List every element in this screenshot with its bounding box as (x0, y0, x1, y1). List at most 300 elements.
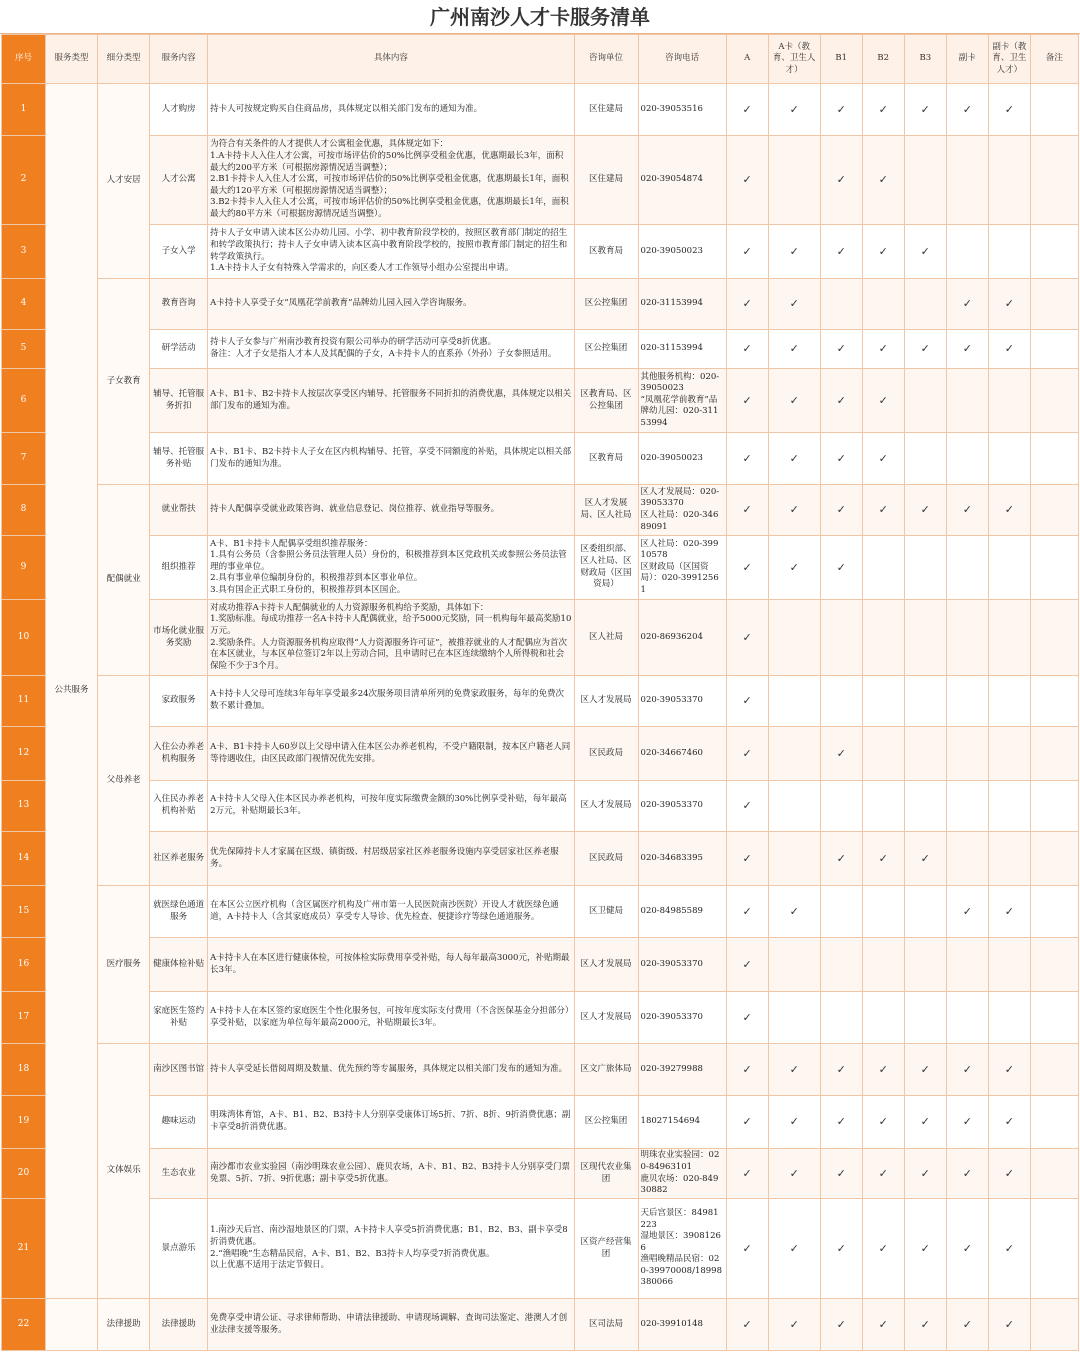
service-content: 人才购房 (150, 84, 208, 136)
check-mark: ✓ (904, 84, 946, 136)
check-mark: ✓ (862, 1149, 904, 1199)
consult-phone (638, 136, 726, 225)
detail-content (208, 369, 574, 433)
consult-phone (638, 433, 726, 485)
service-content: 教育咨询 (150, 279, 208, 330)
phone-line: 020-39050023 (640, 245, 703, 256)
check-mark: ✓ (768, 886, 820, 938)
check-mark: ✓ (862, 136, 904, 225)
service-content: 健康体检补贴 (150, 938, 208, 992)
check-mark (768, 992, 820, 1044)
consult-phone (638, 536, 726, 600)
phone-line: 湿地景区：39081266 (640, 1231, 721, 1253)
check-mark: ✓ (988, 886, 1030, 938)
table-row (2, 536, 1079, 600)
service-table (1, 34, 1079, 1351)
service-content: 组织推荐 (150, 536, 208, 600)
check-mark (988, 433, 1030, 485)
remarks-cell (1030, 369, 1078, 433)
detail-line: A卡持卡人享受子女“凤凰花学前教育”品牌幼儿园入园入学咨询服务。 (210, 298, 472, 309)
check-mark (768, 832, 820, 886)
check-mark: ✓ (726, 1299, 768, 1351)
check-mark (988, 225, 1030, 279)
detail-content (208, 1096, 574, 1149)
check-mark: ✓ (904, 1199, 946, 1299)
consult-phone (638, 1044, 726, 1096)
row-number: 14 (2, 832, 46, 886)
detail-line: 为符合有关条件的人才提供人才公寓租金优惠，具体规定如下： (210, 139, 449, 150)
check-mark: ✓ (726, 938, 768, 992)
phone-line: 020-34667460 (640, 747, 703, 758)
row-number: 1 (2, 84, 46, 136)
check-mark (768, 781, 820, 832)
detail-line: 对成功推荐A卡持卡人配偶就业的人力资源服务机构给予奖励，具体如下： (210, 602, 489, 613)
row-number: 2 (2, 136, 46, 225)
column-header: 具体内容 (208, 35, 574, 84)
check-mark (862, 536, 904, 600)
detail-line: A卡、B1卡、B2卡持卡人子女在区内机构辅导、托管，享受不同额度的补贴，具体规定以相关部门发布的通知为准。 (210, 446, 572, 469)
consult-unit: 区委组织部、区人社局、区财政局（区国资局） (574, 536, 638, 600)
check-mark: ✓ (946, 1199, 988, 1299)
detail-line: A卡、B1卡持卡人配偶享受组织推荐服务： (210, 538, 373, 549)
consult-unit: 区文广旅体局 (574, 1044, 638, 1096)
phone-line: 020-34683395 (640, 852, 703, 863)
consult-phone (638, 886, 726, 938)
detail-line: A卡持卡人父母可连续3年每年享受最多24次服务项目清单所列的免费家政服务，每年的免费次数不累计叠加。 (210, 689, 565, 711)
remarks-cell (1030, 1199, 1078, 1299)
consult-unit: 区公控集团 (574, 330, 638, 369)
consult-phone (638, 330, 726, 369)
check-mark: ✓ (946, 886, 988, 938)
check-mark: ✓ (768, 433, 820, 485)
check-mark: ✓ (768, 369, 820, 433)
consult-phone (638, 84, 726, 136)
consult-unit: 区教育局 (574, 225, 638, 279)
check-mark: ✓ (904, 330, 946, 369)
consult-unit: 区教育局、区公控集团 (574, 369, 638, 433)
phone-line: 020-39053370 (640, 1011, 703, 1022)
check-mark: ✓ (862, 832, 904, 886)
consult-phone (638, 1096, 726, 1149)
consult-phone (638, 600, 726, 676)
detail-content (208, 1199, 574, 1299)
consult-phone (638, 727, 726, 781)
check-mark (768, 676, 820, 727)
check-mark (988, 938, 1030, 992)
column-header: 服务类型 (46, 35, 98, 84)
check-mark: ✓ (820, 536, 862, 600)
remarks-cell (1030, 433, 1078, 485)
detail-line: 优先保障持卡人才家属在区级、镇街级、村居级居家社区养老服务设施内享受居家社区养老服务。 (210, 846, 559, 869)
service-type (46, 1299, 98, 1351)
service-content: 家政服务 (150, 676, 208, 727)
consult-unit: 区公控集团 (574, 279, 638, 330)
consult-unit: 区卫健局 (574, 886, 638, 938)
check-mark: ✓ (988, 1044, 1030, 1096)
check-mark: ✓ (862, 225, 904, 279)
column-header: 咨询单位 (574, 35, 638, 84)
consult-phone (638, 1149, 726, 1199)
detail-content (208, 536, 574, 600)
phone-line: “凤凰花学前教育”品牌幼儿园：020-31153994 (640, 394, 719, 428)
consult-phone (638, 781, 726, 832)
check-mark: ✓ (988, 330, 1030, 369)
check-mark (820, 676, 862, 727)
remarks-cell (1030, 781, 1078, 832)
detail-line: 2.“渔唱晚”生态精品民宿，A卡、B1、B2、B3持卡人均享受7折消费优惠。 (210, 1248, 495, 1259)
page-title: 广州南沙人才卡服务清单 (0, 0, 1080, 34)
table-row (2, 84, 1079, 136)
check-mark: ✓ (988, 1299, 1030, 1351)
check-mark: ✓ (820, 1149, 862, 1199)
check-mark (820, 886, 862, 938)
column-header: B3 (904, 35, 946, 84)
check-mark: ✓ (988, 1149, 1030, 1199)
check-mark: ✓ (820, 1299, 862, 1351)
detail-line: A卡、B1卡持卡人60岁以上父母申请入住本区公办养老机构，不受户籍限制，按本区户籍老人同等待遇收住，由区民政部门视情况优先安排。 (210, 741, 571, 764)
service-content: 社区养老服务 (150, 832, 208, 886)
row-number: 17 (2, 992, 46, 1044)
service-content: 入住民办养老机构补贴 (150, 781, 208, 832)
row-number: 18 (2, 1044, 46, 1096)
detail-line: 1.A卡持卡人子女有特殊入学需求的，向区委人才工作领导小组办公室提出申请。 (210, 263, 514, 274)
check-mark (820, 992, 862, 1044)
consult-phone (638, 1199, 726, 1299)
column-header: 副卡 (946, 35, 988, 84)
consult-phone (638, 485, 726, 536)
check-mark (946, 433, 988, 485)
detail-line: 3.B2卡持卡人入住人才公寓，可按市场评估价的50%比例享受租金优惠，优惠期最长1年，面积最大约80平方米（可根据房源情况适当调整）。 (210, 197, 569, 219)
check-mark: ✓ (820, 727, 862, 781)
detail-content (208, 433, 574, 485)
phone-line: 区人社局：020-34689091 (640, 510, 719, 532)
detail-line: 1.奖励标准。每成功推荐一名A卡持卡人配偶就业，给予5000元奖励，同一机构每年最高奖励10万元。 (210, 614, 572, 636)
check-mark (904, 992, 946, 1044)
check-mark: ✓ (726, 886, 768, 938)
consult-unit: 区人才发展局、区人社局 (574, 485, 638, 536)
remarks-cell (1030, 727, 1078, 781)
detail-content (208, 1149, 574, 1199)
detail-line: 1.具有公务员（含参照公务员法管理人员）身份的，积极推荐到本区党政机关或参照公务员法管理的事业单位。 (210, 550, 567, 572)
check-mark (988, 992, 1030, 1044)
check-mark: ✓ (862, 1044, 904, 1096)
check-mark (988, 136, 1030, 225)
consult-unit: 区公控集团 (574, 1096, 638, 1149)
column-header: 服务内容 (150, 35, 208, 84)
check-mark: ✓ (904, 485, 946, 536)
check-mark (768, 136, 820, 225)
detail-line: 2.具有事业单位编制身份的，积极推荐到本区事业单位。 (210, 573, 423, 584)
table-row (2, 1299, 1079, 1351)
check-mark: ✓ (820, 225, 862, 279)
remarks-cell (1030, 536, 1078, 600)
check-mark: ✓ (726, 676, 768, 727)
detail-line: 持卡人享受延长借阅周期及数量、优先预约等专属服务，具体规定以相关部门发布的通知为准。 (210, 1063, 568, 1074)
remarks-cell (1030, 938, 1078, 992)
check-mark: ✓ (862, 84, 904, 136)
check-mark: ✓ (862, 1299, 904, 1351)
detail-line: A卡、B1卡、B2卡持卡人按层次享受区内辅导、托管服务不同折扣的消费优惠，具体规定以相关部门发布的通知为准。 (210, 388, 572, 411)
row-number: 5 (2, 330, 46, 369)
remarks-cell (1030, 832, 1078, 886)
check-mark (946, 600, 988, 676)
check-mark (988, 832, 1030, 886)
check-mark (904, 676, 946, 727)
check-mark: ✓ (988, 84, 1030, 136)
row-number: 13 (2, 781, 46, 832)
check-mark (904, 781, 946, 832)
check-mark: ✓ (726, 727, 768, 781)
check-mark: ✓ (862, 433, 904, 485)
table-row (2, 330, 1079, 369)
detail-content (208, 727, 574, 781)
consult-unit: 区司法局 (574, 1299, 638, 1351)
check-mark: ✓ (904, 1299, 946, 1351)
detail-line: 明珠湾体育馆，A卡、B1、B2、B3持卡人分别享受康体订场5折、7折、8折、9折消费优惠；副卡享受8折消费优惠。 (210, 1110, 571, 1132)
detail-content (208, 676, 574, 727)
check-mark: ✓ (726, 1199, 768, 1299)
row-number: 9 (2, 536, 46, 600)
check-mark (946, 369, 988, 433)
check-mark: ✓ (726, 1149, 768, 1199)
table-row (2, 369, 1079, 433)
service-content: 生态农业 (150, 1149, 208, 1199)
check-mark: ✓ (726, 992, 768, 1044)
table-row (2, 279, 1079, 330)
detail-line: 2.奖励条件。人力资源服务机构应取得“人力资源服务许可证”，被推荐就业的人才配偶应为首次在本区就业，与本区单位签订2年以上劳动合同，且申请时已在本区连续缴纳个人所得税和社会保险不少于3个月。 (210, 637, 567, 671)
row-number: 22 (2, 1299, 46, 1351)
remarks-cell (1030, 84, 1078, 136)
detail-line: 2.B1卡持卡人入住人才公寓，可按市场评估价的50%比例享受租金优惠，优惠期最长1年，面积最大约120平方米（可根据房源情况适当调整）； (210, 174, 569, 196)
check-mark: ✓ (726, 1096, 768, 1149)
check-mark: ✓ (820, 1044, 862, 1096)
detail-line: A卡持卡人父母入住本区民办养老机构，可按年度实际缴费金额的30%比例享受补贴，每年最高2万元，补贴期最长3年。 (210, 794, 567, 816)
check-mark (820, 781, 862, 832)
service-content: 家庭医生签约补贴 (150, 992, 208, 1044)
remarks-cell (1030, 600, 1078, 676)
remarks-cell (1030, 676, 1078, 727)
detail-line: 以上优惠不适用于法定节假日。 (210, 1260, 330, 1271)
detail-content (208, 485, 574, 536)
check-mark: ✓ (820, 1096, 862, 1149)
remarks-cell (1030, 136, 1078, 225)
check-mark: ✓ (820, 136, 862, 225)
table-row (2, 600, 1079, 676)
check-mark (768, 600, 820, 676)
detail-line: A卡持卡人在本区签约家庭医生个性化服务包，可按年度实际支付费用（不含医保基金分担部分）享受补贴，以家庭为单位每年最高2000元，补贴期最长3年。 (210, 1005, 570, 1028)
phone-line: 区人才发展局：020-39053370 (640, 486, 720, 509)
table-row (2, 992, 1079, 1044)
check-mark: ✓ (726, 225, 768, 279)
check-mark (946, 832, 988, 886)
check-mark: ✓ (768, 225, 820, 279)
check-mark (988, 676, 1030, 727)
check-mark: ✓ (904, 225, 946, 279)
remarks-cell (1030, 1149, 1078, 1199)
remarks-cell (1030, 1096, 1078, 1149)
phone-line: 渔唱晚精品民宿：020-39970008/18998380066 (640, 1254, 722, 1288)
check-mark (946, 781, 988, 832)
check-mark: ✓ (988, 279, 1030, 330)
check-mark: ✓ (768, 1044, 820, 1096)
detail-line: 持卡人可按规定购买自住商品房，具体规定以相关部门发布的通知为准。 (210, 103, 483, 114)
check-mark: ✓ (820, 485, 862, 536)
consult-unit: 区人才发展局 (574, 938, 638, 992)
check-mark (768, 938, 820, 992)
consult-phone (638, 938, 726, 992)
detail-line: 3.具有国企正式职工身份的，积极推荐到本区国企。 (210, 584, 406, 595)
detail-line: 持卡人子女申请入读本区公办幼儿园、小学、初中教育阶段学校的，按照区教育部门制定的招生和转学政策执行；持卡人子女申请入读本区高中教育阶段学校的，按照市教育部门制定的招生和转学政策执行。 (210, 228, 568, 262)
table-row (2, 832, 1079, 886)
column-header: A卡（教育、卫生人才） (768, 35, 820, 84)
check-mark (820, 279, 862, 330)
table-row (2, 1044, 1079, 1096)
service-content: 法律援助 (150, 1299, 208, 1351)
consult-unit: 区现代农业集团 (574, 1149, 638, 1199)
service-type: 公共服务 (46, 84, 98, 1299)
phone-line: 020-86936204 (640, 631, 703, 642)
detail-content (208, 781, 574, 832)
check-mark: ✓ (820, 369, 862, 433)
phone-line: 020-39910148 (640, 1318, 703, 1329)
check-mark (904, 600, 946, 676)
consult-phone (638, 369, 726, 433)
check-mark (904, 727, 946, 781)
service-content: 就医绿色通道服务 (150, 886, 208, 938)
check-mark: ✓ (726, 536, 768, 600)
check-mark: ✓ (768, 1199, 820, 1299)
subtype-yiliao-fuwu: 医疗服务 (98, 886, 150, 1044)
phone-line: 020-84985589 (640, 905, 703, 916)
row-number: 4 (2, 279, 46, 330)
check-mark: ✓ (768, 485, 820, 536)
check-mark: ✓ (946, 330, 988, 369)
check-mark: ✓ (904, 832, 946, 886)
check-mark (862, 727, 904, 781)
consult-unit: 区人才发展局 (574, 992, 638, 1044)
check-mark (904, 433, 946, 485)
check-mark: ✓ (946, 279, 988, 330)
check-mark: ✓ (862, 330, 904, 369)
check-mark: ✓ (726, 136, 768, 225)
phone-line: 020-31153994 (640, 343, 703, 354)
check-mark (988, 536, 1030, 600)
column-header: 序号 (2, 35, 46, 84)
consult-unit: 区教育局 (574, 433, 638, 485)
check-mark: ✓ (726, 781, 768, 832)
remarks-cell (1030, 485, 1078, 536)
remarks-cell (1030, 1044, 1078, 1096)
remarks-cell (1030, 992, 1078, 1044)
phone-line: 区财政局（区国资局）：020-39912561 (640, 561, 719, 595)
row-number: 16 (2, 938, 46, 992)
check-mark: ✓ (768, 1299, 820, 1351)
detail-content (208, 1299, 574, 1351)
check-mark: ✓ (988, 485, 1030, 536)
consult-phone (638, 225, 726, 279)
consult-unit: 区民政局 (574, 832, 638, 886)
detail-content (208, 1044, 574, 1096)
remarks-cell (1030, 1299, 1078, 1351)
table-row (2, 1199, 1079, 1299)
check-mark: ✓ (862, 1096, 904, 1149)
check-mark (946, 225, 988, 279)
subtype-wenti-yule: 文体娱乐 (98, 1044, 150, 1299)
service-content: 南沙区图书馆 (150, 1044, 208, 1096)
check-mark: ✓ (946, 84, 988, 136)
phone-line: 18027154694 (640, 1116, 701, 1127)
check-mark (904, 886, 946, 938)
table-row (2, 225, 1079, 279)
table-row (2, 676, 1079, 727)
detail-content (208, 600, 574, 676)
check-mark (820, 938, 862, 992)
check-mark: ✓ (946, 1096, 988, 1149)
service-content: 子女入学 (150, 225, 208, 279)
table-row (2, 485, 1079, 536)
check-mark: ✓ (768, 279, 820, 330)
detail-content (208, 886, 574, 938)
service-content: 人才公寓 (150, 136, 208, 225)
check-mark: ✓ (820, 84, 862, 136)
check-mark (946, 938, 988, 992)
check-mark (862, 676, 904, 727)
detail-line: 免费享受申请公证、寻求律师帮助、申请法律援助、申请现场调解、查询司法鉴定、港澳人才创业法律支援等服务。 (210, 1312, 568, 1335)
check-mark (862, 886, 904, 938)
check-mark (946, 676, 988, 727)
phone-line: 天后宫景区：84981223 (640, 1207, 719, 1230)
check-mark: ✓ (904, 1096, 946, 1149)
detail-line: 持卡人配偶享受就业政策咨询、就业信息登记、岗位推荐、就业指导等服务。 (210, 504, 500, 515)
check-mark: ✓ (768, 536, 820, 600)
column-header: 细分类型 (98, 35, 150, 84)
check-mark (904, 536, 946, 600)
check-mark (862, 992, 904, 1044)
subtype-rencai-anju: 人才安居 (98, 84, 150, 279)
detail-content (208, 330, 574, 369)
detail-content (208, 832, 574, 886)
table-row (2, 727, 1079, 781)
service-content: 辅导、托管服务补贴 (150, 433, 208, 485)
consult-phone (638, 279, 726, 330)
detail-line: A卡持卡人在本区进行健康体检，可按体检实际费用享受补贴，每人每年最高3000元，补贴期最长3年。 (210, 952, 570, 975)
subtype-peiou-jiuye: 配偶就业 (98, 485, 150, 676)
consult-phone (638, 832, 726, 886)
table-row (2, 1096, 1079, 1149)
phone-line: 020-39053370 (640, 958, 703, 969)
consult-unit: 区资产经营集团 (574, 1199, 638, 1299)
check-mark: ✓ (726, 330, 768, 369)
check-mark (768, 727, 820, 781)
phone-line: 鹿贝农场：020-84930882 (640, 1173, 719, 1196)
table-body (2, 84, 1079, 1351)
check-mark: ✓ (820, 433, 862, 485)
detail-content (208, 938, 574, 992)
column-header: 咨询电话 (638, 35, 726, 84)
check-mark (904, 938, 946, 992)
check-mark: ✓ (726, 600, 768, 676)
check-mark: ✓ (988, 1199, 1030, 1299)
check-mark: ✓ (726, 433, 768, 485)
service-content: 趣味运动 (150, 1096, 208, 1149)
row-number: 12 (2, 727, 46, 781)
column-header: B1 (820, 35, 862, 84)
service-content: 辅导、托管服务折扣 (150, 369, 208, 433)
check-mark (988, 600, 1030, 676)
row-number: 11 (2, 676, 46, 727)
phone-line: 其他服务机构：020-39050023 (640, 371, 720, 394)
check-mark (862, 781, 904, 832)
